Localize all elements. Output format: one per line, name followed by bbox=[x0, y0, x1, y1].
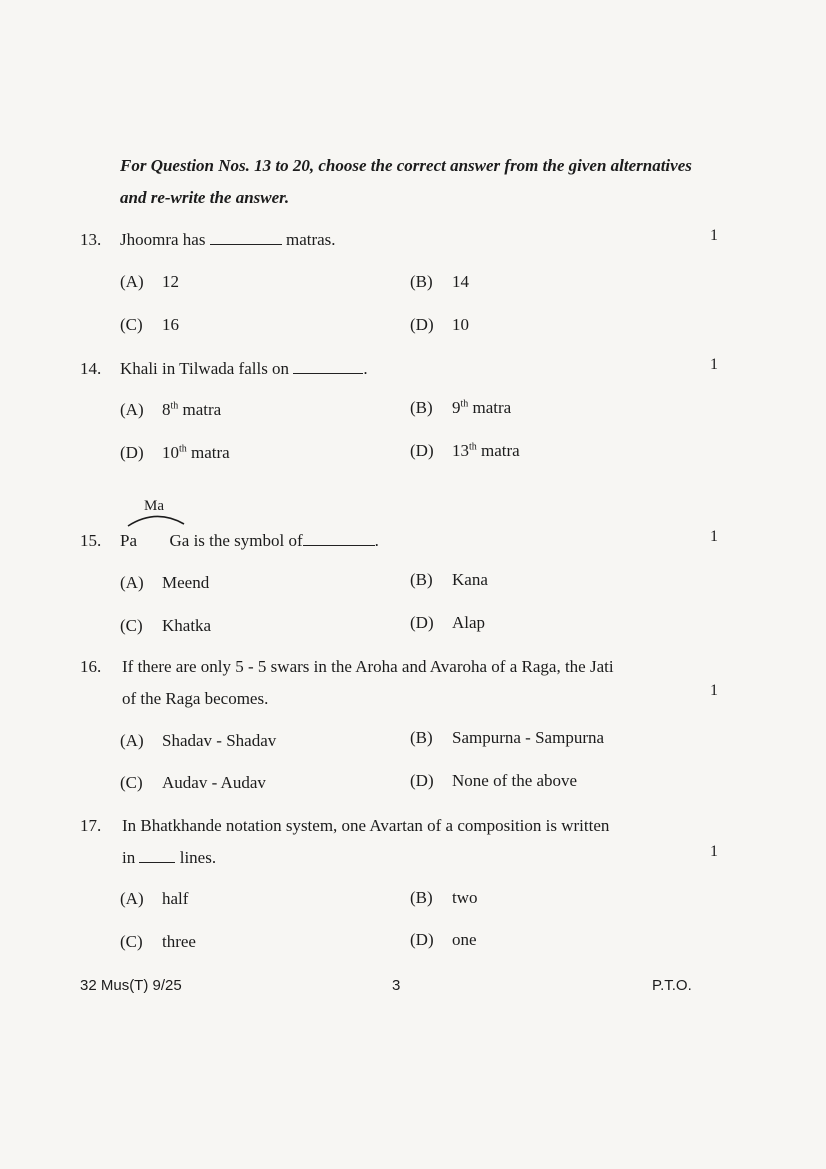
question-text-line-1: If there are only 5 - 5 swars in the Aroha and Avaroha of a Raga, the Jati bbox=[122, 657, 614, 676]
question-13 bbox=[80, 227, 730, 253]
option-c: (D) 10th matra bbox=[120, 443, 230, 462]
marks: 1 bbox=[710, 843, 718, 860]
option-b: (B) 14 bbox=[410, 272, 469, 291]
option-d: (D) Alap bbox=[410, 613, 486, 632]
answer-blank bbox=[139, 848, 175, 863]
option-c: (C) Audav - Audav bbox=[120, 773, 266, 792]
question-number: 16. bbox=[80, 657, 102, 676]
question-number: 13. bbox=[80, 230, 102, 249]
option-a: (A) half bbox=[120, 889, 189, 908]
question-16 bbox=[80, 654, 730, 712]
question-text-line-2: of the Raga becomes. bbox=[122, 689, 269, 708]
question-text: Jhoomra has matras. bbox=[120, 230, 336, 249]
paper-code: 32 Mus(T) 9/25 bbox=[80, 977, 182, 994]
answer-blank bbox=[293, 359, 363, 374]
answer-blank bbox=[303, 531, 375, 546]
option-c: (C) three bbox=[120, 932, 196, 951]
symbol-left-note: Pa bbox=[120, 531, 137, 550]
question-text-line-1: In Bhatkhande notation system, one Avartan of a composition is written bbox=[122, 816, 610, 835]
option-b: (B) Sampurna - Sampurna bbox=[410, 728, 605, 747]
symbol-right-note: Ga bbox=[169, 531, 190, 550]
question-text: Pa Ga is the symbol of . bbox=[120, 531, 379, 550]
marks: 1 bbox=[710, 227, 718, 244]
section-instruction: For Question Nos. 13 to 20, choose the correct answer from the given alternatives and re-write the answer. bbox=[120, 156, 692, 207]
answer-blank bbox=[210, 230, 282, 245]
option-a: (A) 12 bbox=[120, 272, 179, 291]
pto-note: P.T.O. bbox=[652, 977, 692, 994]
option-a: (A) 8th matra bbox=[120, 400, 222, 419]
option-d: (D) 13th matra bbox=[410, 441, 520, 460]
question-number: 14. bbox=[80, 359, 102, 378]
option-b: (B) two bbox=[410, 888, 478, 907]
question-15 bbox=[80, 528, 730, 554]
question-number: 17. bbox=[80, 816, 102, 835]
question-text-line-2: in lines. bbox=[122, 848, 217, 867]
option-a: (A) Meend bbox=[120, 573, 210, 592]
option-a: (A) Shadav - Shadav bbox=[120, 731, 277, 750]
option-d: (D) 10 bbox=[410, 315, 469, 334]
question-text: Khali in Tilwada falls on . bbox=[120, 359, 368, 378]
option-d: (D) None of the above bbox=[410, 771, 578, 790]
page-number: 3 bbox=[392, 977, 401, 994]
question-17 bbox=[80, 813, 730, 871]
symbol-top-note: Ma bbox=[144, 498, 164, 514]
question-14 bbox=[80, 356, 730, 382]
meend-arc bbox=[128, 516, 184, 526]
option-b: (B) Kana bbox=[410, 570, 488, 589]
marks: 1 bbox=[710, 528, 718, 545]
option-c: (C) 16 bbox=[120, 315, 179, 334]
marks: 1 bbox=[710, 356, 718, 373]
option-b: (B) 9th matra bbox=[410, 398, 512, 417]
option-d: (D) one bbox=[410, 930, 477, 949]
marks: 1 bbox=[710, 682, 718, 699]
question-number: 15. bbox=[80, 531, 102, 550]
option-c: (C) Khatka bbox=[120, 616, 212, 635]
